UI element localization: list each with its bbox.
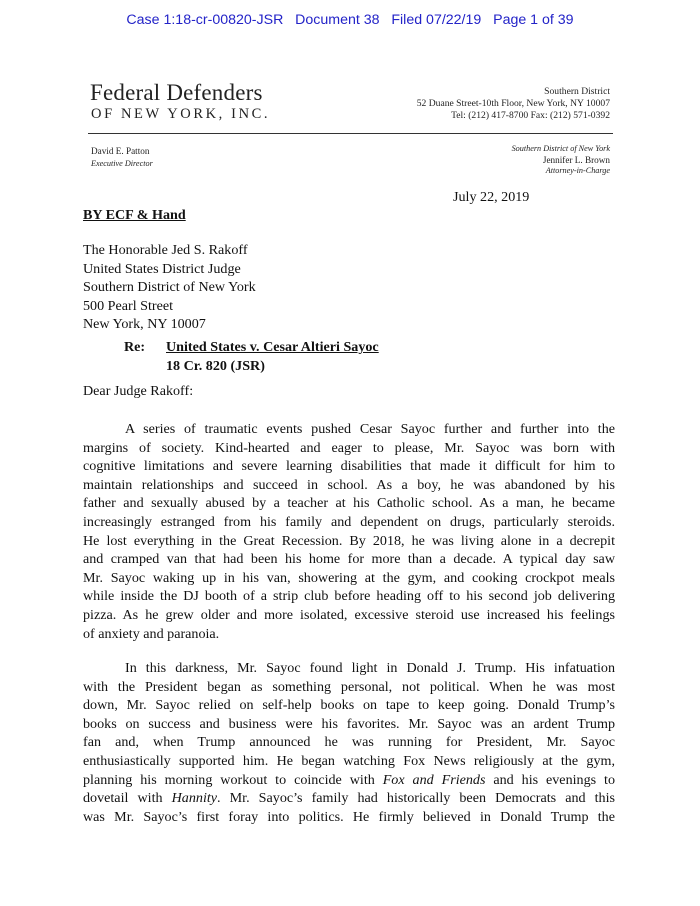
addressee-line: 500 Pearl Street	[83, 297, 174, 314]
executive-director-title: Executive Director	[91, 159, 153, 168]
attorney-in-charge-title: Attorney-in-Charge	[545, 166, 610, 175]
delivery-method: BY ECF & Hand	[83, 207, 186, 223]
attorney-in-charge-block	[512, 143, 610, 177]
court-filing-header: Case 1:18-cr-00820-JSR Document 38 Filed 07/22/19 Page 1 of 39	[126, 12, 574, 28]
letterhead-divider	[88, 133, 613, 134]
office-phone: Tel: (212) 417-8700 Fax: (212) 571-0392	[451, 110, 610, 121]
paragraph-line: of anxiety and paranoia.	[83, 625, 220, 642]
executive-director-block	[91, 145, 153, 170]
case-number: 18 Cr. 820 (JSR)	[166, 357, 265, 374]
case-title: United States v. Cesar Altieri Sayoc	[166, 339, 379, 355]
paragraph-line: A series of traumatic events pushed Cesar Sayoc further and further into the	[125, 421, 615, 437]
paragraph-line	[83, 789, 615, 808]
text-run: . Mr. Sayoc’s family had historically been Democrats and this	[217, 790, 615, 807]
paragraph-line: with the President began as something personal, not political. When he was most	[83, 678, 615, 695]
org-name: Federal Defenders	[90, 80, 263, 105]
paragraph-line: books on success and business were his favorites. Mr. Sayoc was an ardent Trump	[83, 715, 615, 732]
addressee-line: New York, NY 10007	[83, 316, 206, 333]
paragraph-line: fan and, when Trump announced he was running for President, Mr. Sayoc	[83, 734, 615, 751]
paragraph-line: margins of society. Kind-hearted and eager to please, Mr. Sayoc was born with	[83, 439, 615, 456]
attorney-in-charge-name: Jennifer L. Brown	[542, 154, 610, 165]
show-title: Fox and Friends	[382, 771, 486, 788]
text-run: and his evenings to	[485, 771, 615, 788]
paragraph-line: maintain relationships and succeed in school. As a boy, he was abandoned by his	[83, 476, 615, 493]
org-name-subtitle: OF NEW YORK, INC.	[91, 106, 271, 122]
addressee-block	[83, 241, 256, 334]
paragraph-line: pizza. As he grew older and more isolated, excessive steroid use increased his feelings	[83, 606, 615, 623]
paragraph-line: increasingly estranged from his family and dependent on drugs, particularly steroids.	[83, 513, 615, 530]
paragraph-line: while inside the DJ booth of a strip club before heading off to his second job delivering	[83, 588, 615, 605]
re-label: Re:	[124, 339, 146, 355]
paragraph-1	[83, 420, 615, 643]
paragraph-line: Mr. Sayoc waking up in his van, showering at the gym, and cooking crockpot meals	[83, 569, 615, 586]
paragraph-line: In this darkness, Mr. Sayoc found light in Donald J. Trump. His infatuation	[125, 660, 615, 676]
executive-director-name: David E. Patton	[91, 146, 150, 156]
district-label: Southern District	[544, 86, 610, 97]
paragraph-line: down, Mr. Sayoc relied on self-help books on tape to keep going. Donald Trump’s	[83, 697, 615, 714]
office-address: 52 Duane Street-10th Floor, New York, NY 10007	[416, 98, 610, 109]
paragraph-line: enthusiastically supported him. He began watching Fox News religiously at the gym,	[83, 752, 615, 769]
right-district-label: Southern District of New York	[511, 144, 610, 153]
addressee-line: The Honorable Jed S. Rakoff	[83, 242, 248, 258]
text-run: dovetail with	[83, 790, 172, 807]
paragraph-line: and cramped van that had been his home for more than a decade. A typical day saw	[83, 551, 615, 568]
addressee-line: United States District Judge	[83, 260, 241, 277]
paragraph-2	[83, 659, 615, 826]
paragraph-line: He lost everything in the Great Recession. By 2018, he was living alone in a decrepit	[83, 532, 615, 549]
paragraph-line	[83, 771, 615, 790]
paragraph-line: father and sexually abused by a teacher at his Catholic school. As a man, he became	[83, 495, 615, 512]
re-block	[166, 338, 379, 375]
letter-date: July 22, 2019	[453, 189, 530, 205]
paragraph-line: was Mr. Sayoc’s first foray into politics. He firmly believed in Donald Trump the	[83, 808, 615, 825]
salutation: Dear Judge Rakoff:	[83, 383, 194, 399]
addressee-line: Southern District of New York	[83, 279, 256, 296]
text-run: planning his morning workout to coincide with	[83, 771, 383, 788]
show-title: Hannity	[171, 790, 218, 807]
paragraph-line: cognitive limitations and severe learning disabilities that made it difficult for him to	[83, 458, 615, 475]
